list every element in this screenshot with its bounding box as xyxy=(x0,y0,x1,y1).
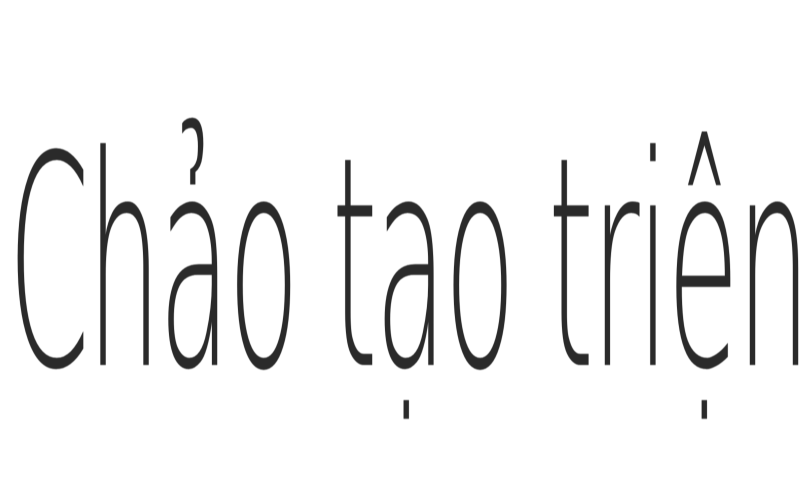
headline-text: Chảo tạo triện xyxy=(8,94,808,434)
